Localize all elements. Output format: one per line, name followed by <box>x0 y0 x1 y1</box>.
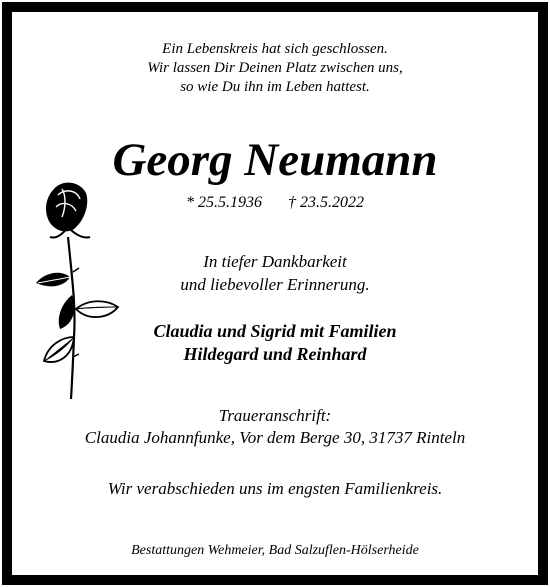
gratitude-line-1: In tiefer Dankbarkeit <box>203 252 347 271</box>
birth-date: * 25.5.1936 <box>186 194 262 211</box>
rose-icon <box>32 177 122 402</box>
address-label: Traueranschrift: <box>218 406 332 425</box>
undertaker-text: Bestattungen Wehmeier, Bad Salzuflen-Hölserheide <box>131 543 419 558</box>
family-line-2: Hildegard und Reinhard <box>183 344 367 364</box>
family-line-1: Claudia und Sigrid mit Familien <box>153 321 397 341</box>
obituary-notice <box>2 2 548 585</box>
poem-line-1: Ein Lebenskreis hat sich geschlossen. <box>162 41 388 57</box>
farewell-text: Wir verabschieden uns im engsten Familienkreis. <box>107 479 443 498</box>
poem-line-3: so wie Du ihn im Leben hattest. <box>180 79 370 95</box>
poem-line-2: Wir lassen Dir Deinen Platz zwischen uns, <box>147 60 403 76</box>
gratitude-line-2: und liebevoller Erinnerung. <box>180 275 370 294</box>
deceased-name: Georg Neumann <box>112 134 438 186</box>
address-line: Claudia Johannfunke, Vor dem Berge 30, 31737 Rinteln <box>84 428 466 447</box>
death-date: † 23.5.2022 <box>288 194 364 211</box>
